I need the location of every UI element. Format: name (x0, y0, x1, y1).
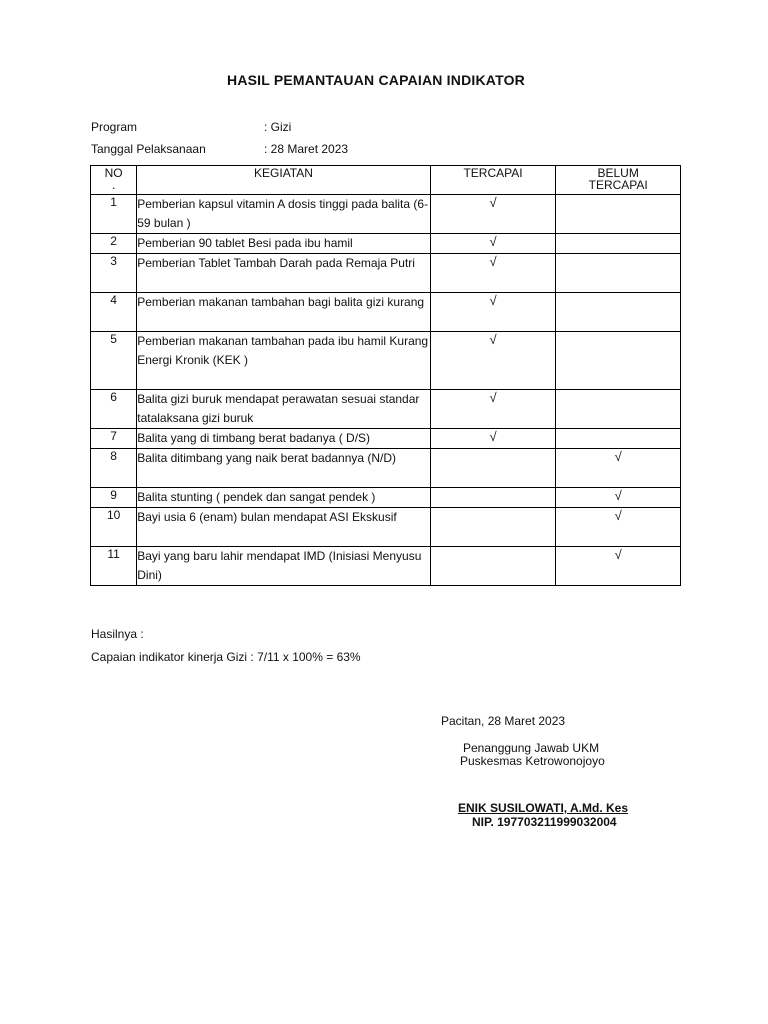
table-row (91, 293, 681, 332)
check-mark-icon: √ (489, 429, 497, 444)
row-tercapai-cell (430, 488, 556, 508)
signature-nip: NIP. 197703211999032004 (472, 815, 617, 829)
row-kegiatan: Balita gizi buruk mendapat perawatan sesuai standar tatalaksana gizi buruk (137, 390, 430, 429)
row-belum-tercapai-cell (556, 332, 681, 390)
check-mark-icon: √ (614, 547, 622, 562)
row-number: 2 (91, 234, 137, 254)
row-kegiatan: Pemberian makanan tambahan pada ibu hamil Kurang Energi Kronik (KEK ) (137, 332, 430, 390)
row-belum-tercapai-cell (556, 390, 681, 429)
check-mark-icon: √ (489, 390, 497, 405)
row-number: 11 (91, 547, 137, 586)
table-row (91, 254, 681, 293)
check-mark-icon: √ (614, 488, 622, 503)
row-number: 8 (91, 449, 137, 488)
row-tercapai-cell (430, 234, 556, 254)
table-row (91, 429, 681, 449)
result-text: Capaian indikator kinerja Gizi : 7/11 x 100% = 63% (91, 650, 361, 664)
table-header-row (91, 166, 681, 195)
row-kegiatan: Balita yang di timbang berat badanya ( D/S) (137, 429, 430, 449)
signature-name: ENIK SUSILOWATI, A.Md. Kes (458, 801, 629, 815)
row-belum-tercapai-cell (556, 508, 681, 547)
signature-role-line1: Penanggung Jawab UKM (463, 741, 600, 755)
row-belum-tercapai-cell (556, 488, 681, 508)
row-belum-tercapai-cell (556, 547, 681, 586)
signature-place-date: Pacitan, 28 Maret 2023 (441, 714, 566, 728)
row-belum-tercapai-cell (556, 254, 681, 293)
header-tercapai: TERCAPAI (430, 166, 556, 195)
row-tercapai-cell (430, 195, 556, 234)
check-mark-icon: √ (489, 254, 497, 269)
row-number: 4 (91, 293, 137, 332)
check-mark-icon: √ (614, 508, 622, 523)
row-tercapai-cell (430, 332, 556, 390)
program-label: Program (91, 120, 138, 134)
row-kegiatan: Pemberian Tablet Tambah Darah pada Remaja Putri (137, 254, 430, 293)
row-belum-tercapai-cell (556, 449, 681, 488)
row-kegiatan: Balita stunting ( pendek dan sangat pendek ) (137, 488, 430, 508)
row-tercapai-cell (430, 449, 556, 488)
table-row (91, 547, 681, 586)
program-value: : Gizi (264, 120, 292, 134)
indicator-table (90, 165, 681, 586)
check-mark-icon: √ (489, 195, 497, 210)
row-number: 1 (91, 195, 137, 234)
table-row (91, 195, 681, 234)
row-number: 5 (91, 332, 137, 390)
table-row (91, 449, 681, 488)
row-kegiatan: Pemberian kapsul vitamin A dosis tinggi pada balita (6-59 bulan ) (137, 195, 430, 234)
row-number: 3 (91, 254, 137, 293)
check-mark-icon: √ (489, 293, 497, 308)
row-tercapai-cell (430, 390, 556, 429)
row-belum-tercapai-cell (556, 234, 681, 254)
check-mark-icon: √ (489, 234, 497, 249)
row-kegiatan: Bayi yang baru lahir mendapat IMD (Inisiasi Menyusu Dini) (137, 547, 430, 586)
row-belum-tercapai-cell (556, 293, 681, 332)
header-belum-tercapai: BELUM TERCAPAI (556, 166, 681, 195)
row-kegiatan: Pemberian makanan tambahan bagi balita gizi kurang (137, 293, 430, 332)
document-title: HASIL PEMANTAUAN CAPAIAN INDIKATOR (227, 72, 525, 88)
row-tercapai-cell (430, 547, 556, 586)
row-belum-tercapai-cell (556, 195, 681, 234)
row-number: 7 (91, 429, 137, 449)
row-number: 9 (91, 488, 137, 508)
row-kegiatan: Bayi usia 6 (enam) bulan mendapat ASI Ekskusif (137, 508, 430, 547)
date-label: Tanggal Pelaksanaan (91, 142, 206, 156)
row-tercapai-cell (430, 254, 556, 293)
row-kegiatan: Pemberian 90 tablet Besi pada ibu hamil (137, 234, 430, 254)
result-heading: Hasilnya : (91, 627, 144, 641)
table-row (91, 488, 681, 508)
signature-role-line2: Puskesmas Ketrowonojoyo (460, 754, 605, 768)
header-kegiatan: KEGIATAN (137, 166, 430, 195)
date-value: : 28 Maret 2023 (264, 142, 349, 156)
table-row (91, 234, 681, 254)
check-mark-icon: √ (489, 332, 497, 347)
row-tercapai-cell (430, 429, 556, 449)
row-belum-tercapai-cell (556, 429, 681, 449)
row-number: 6 (91, 390, 137, 429)
header-no: NO . (91, 166, 137, 195)
row-kegiatan: Balita ditimbang yang naik berat badannya (N/D) (137, 449, 430, 488)
row-number: 10 (91, 508, 137, 547)
row-tercapai-cell (430, 293, 556, 332)
check-mark-icon: √ (614, 449, 622, 464)
table-body (91, 195, 681, 586)
table-row (91, 332, 681, 390)
table-row (91, 390, 681, 429)
table-row (91, 508, 681, 547)
row-tercapai-cell (430, 508, 556, 547)
